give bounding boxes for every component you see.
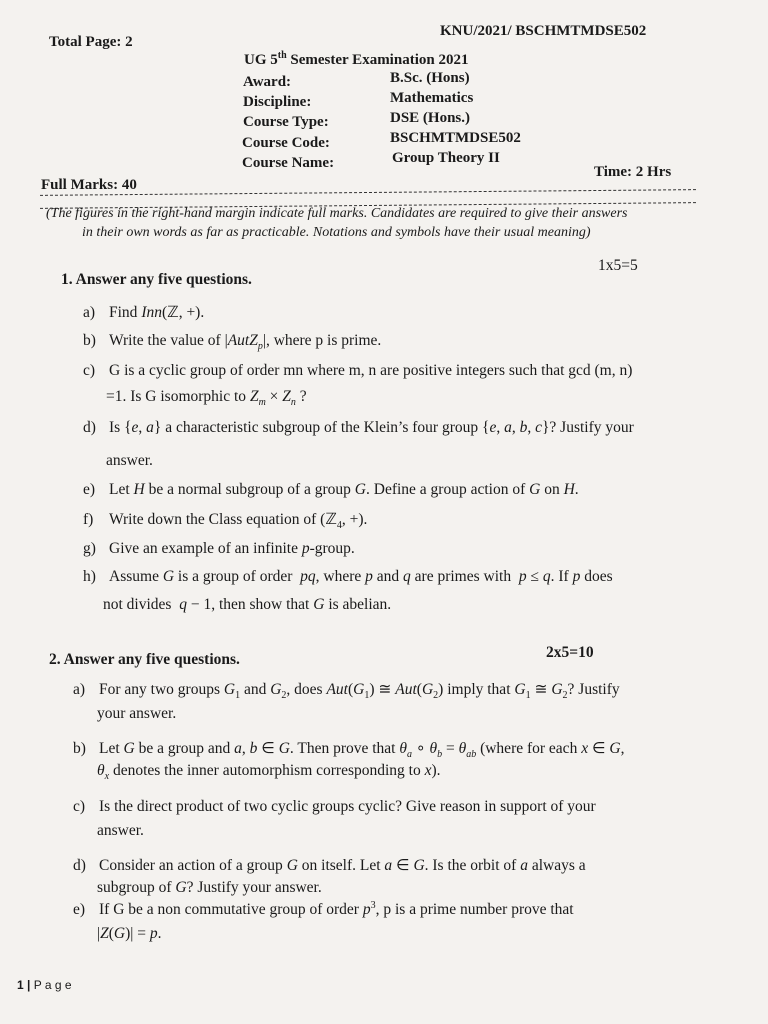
question-1h-cont: not divides q − 1, then show that G is abelian.	[103, 596, 392, 613]
question-1a: a) Find Inn(ℤ, +).	[83, 304, 205, 321]
exam-time: Time: 2 Hrs	[594, 164, 672, 180]
question-1d: d) Is {e, a} a characteristic subgroup of the Klein’s four group {e, a, b, c}? Justify your	[83, 419, 634, 436]
meta-value-award: B.Sc. (Hons)	[390, 70, 470, 86]
question-2d: d) Consider an action of a group G on itself. Let a ∈ G. Is the orbit of a always a	[73, 857, 586, 874]
meta-key-course-code: Course Code:	[242, 135, 330, 151]
footer-separator: |	[27, 978, 31, 992]
question-1b: b) Write the value of |AutZ$_p$|, where p is prime.	[83, 332, 382, 353]
instructions-line-1: (The figures in the right-hand margin indicate full marks. Candidates are required to give their answers	[46, 206, 628, 221]
question-2a-cont: your answer.	[97, 705, 177, 722]
paper-code: KNU/2021/ BSCHMTMDSE502	[440, 23, 647, 39]
meta-value-course-name: Group Theory II	[392, 150, 500, 166]
page-number: 1	[17, 978, 24, 992]
section-1-marks: 1x5=5	[598, 257, 638, 274]
meta-key-award: Award:	[243, 74, 292, 90]
question-2a: a) For any two groups $G_1$ and $G_2$, does $Aut(G_1)$ ≅ $Aut(G_2)$ imply that $G_1$ ≅ $G_2$? Justify	[73, 681, 620, 702]
question-1g: g) Give an example of an infinite p-group.	[83, 540, 355, 557]
question-1f: f) Write down the Class equation of (ℤ$_4$, +).	[83, 511, 368, 532]
question-2b: b) Let G be a group and a, b ∈ G. Then prove that $\theta_a$ ∘ $\theta_b = \theta_{ab}$ (where for each x ∈ G,	[73, 740, 625, 761]
meta-value-course-code: BSCHMTMDSE502	[390, 130, 521, 146]
page-footer	[17, 978, 72, 992]
question-1e: e) Let H be a normal subgroup of a group G. Define a group action of G on H.	[83, 481, 579, 498]
exam-title: UG 5th Semester Examination 2021	[244, 50, 469, 68]
meta-key-discipline: Discipline:	[243, 94, 312, 110]
question-1h: h) Assume G is a group of order pq, where p and q are primes with p ≤ q. If p does	[83, 568, 613, 585]
meta-key-course-type: Course Type:	[243, 114, 329, 130]
full-marks: Full Marks: 40	[41, 177, 137, 193]
question-1c-cont: =1. Is G isomorphic to $Z_m \times Z_n$ ?	[106, 388, 307, 409]
meta-value-discipline: Mathematics	[390, 90, 474, 106]
meta-value-course-type: DSE (Hons.)	[390, 110, 471, 126]
question-1c: c) G is a cyclic group of order mn where m, n are positive integers such that gcd (m, n)	[83, 362, 633, 379]
section-2-title: 2. Answer any five questions.	[49, 651, 240, 668]
question-2e: e) If G be a non commutative group of order $p^3$, p is a prime number prove that	[73, 900, 574, 919]
section-1-title: 1. Answer any five questions.	[61, 271, 252, 288]
divider-line	[40, 189, 696, 196]
question-2c-cont: answer.	[97, 822, 144, 839]
page-word: P a g e	[33, 978, 72, 992]
question-2d-cont: subgroup of G? Justify your answer.	[97, 879, 322, 896]
question-2e-cont: |Z(G)| = p.	[97, 925, 162, 942]
section-2-marks: 2x5=10	[546, 644, 594, 661]
total-page: Total Page: 2	[49, 34, 133, 50]
question-1d-cont: answer.	[106, 452, 153, 469]
question-2c: c) Is the direct product of two cyclic groups cyclic? Give reason in support of your	[73, 798, 596, 815]
instructions-line-2: in their own words as far as practicable. Notations and symbols have their usual meaning)	[82, 225, 591, 240]
meta-key-course-name: Course Name:	[242, 155, 335, 171]
question-2b-cont: $\theta_x$ denotes the inner automorphism corresponding to x).	[97, 762, 441, 783]
